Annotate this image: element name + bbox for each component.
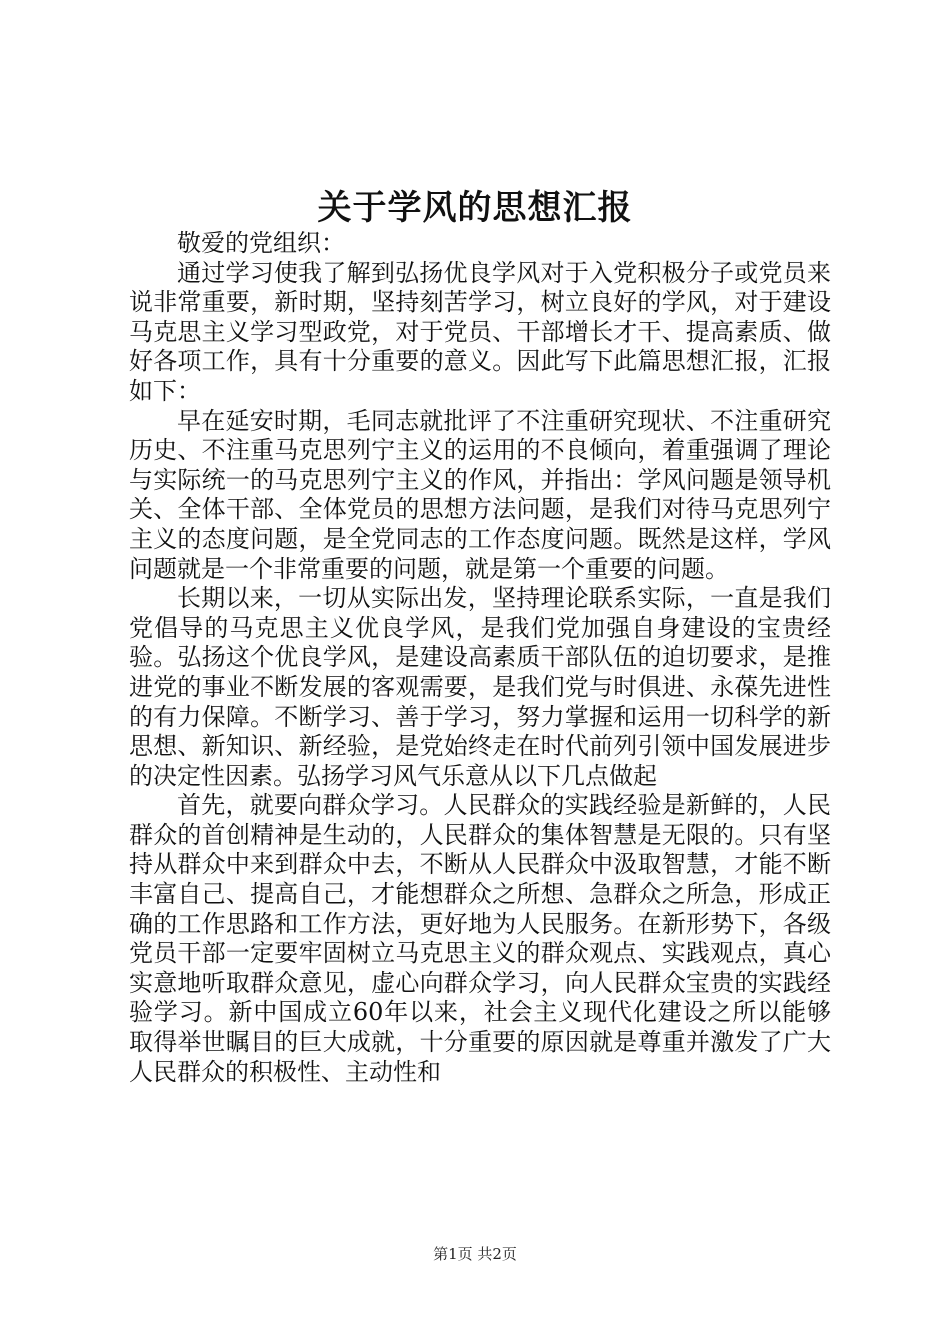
paragraph-intro: 通过学习使我了解到弘扬优良学风对于入党积极分子或党员来说非常重要，新时期，坚持刻苦学习，树立良好的学风，对于建设马克思主义学习型政党，对于党员、干部增长才干、提高素质、做好各项工作，具有十分重要的意义。因此写下此篇思想汇报，汇报如下：	[129, 258, 831, 405]
document-title: 关于学风的思想汇报	[317, 188, 633, 228]
paragraph-yanan: 早在延安时期，毛同志就批评了不注重研究现状、不注重研究历史、不注重马克思列宁主义的运用的不良倾向，着重强调了理论与实际统一的马克思列宁主义的作风，并指出：学风问题是领导机关、全体干部、全体党员的思想方法问题，是我们对待马克思列宁主义的态度问题，是全党同志的工作态度问题。既然是这样，学风问题就是一个非常重要的问题，就是第一个重要的问题。	[129, 406, 831, 583]
paragraph-first: 首先，就要向群众学习。人民群众的实践经验是新鲜的，人民群众的首创精神是生动的，人民群众的集体智慧是无限的。只有坚持从群众中来到群众中去，不断从人民群众中汲取智慧，才能不断丰富自己、提高自己，才能想群众之所想、急群众之所急，形成正确的工作思路和工作方法，更好地为人民服务。在新形势下，各级党员干部一定要牢固树立马克思主义的群众观点、实践观点，真心实意地听取群众意见，虚心向群众学习，向人民群众宝贵的实践经验学习。新中国成立60年以来，社会主义现代化建设之所以能够取得举世瞩目的巨大成就，十分重要的原因就是尊重并激发了广大人民群众的积极性、主动性和	[129, 791, 831, 1086]
paragraph-long-term: 长期以来，一切从实际出发，坚持理论联系实际，一直是我们党倡导的马克思主义优良学风，是我们党加强自身建设的宝贵经验。弘扬这个优良学风，是建设高素质干部队伍的迫切要求，是推进党的事业不断发展的客观需要，是我们党与时俱进、永葆先进性的有力保障。不断学习、善于学习，努力掌握和运用一切科学的新思想、新知识、新经验，是党始终走在时代前列引领中国发展进步的决定性因素。弘扬学习风气乐意从以下几点做起	[129, 584, 831, 790]
page-number-footer: 第1页 共2页	[433, 1245, 517, 1263]
document-body	[129, 229, 831, 1087]
salutation: 敬爱的党组织：	[177, 229, 345, 257]
